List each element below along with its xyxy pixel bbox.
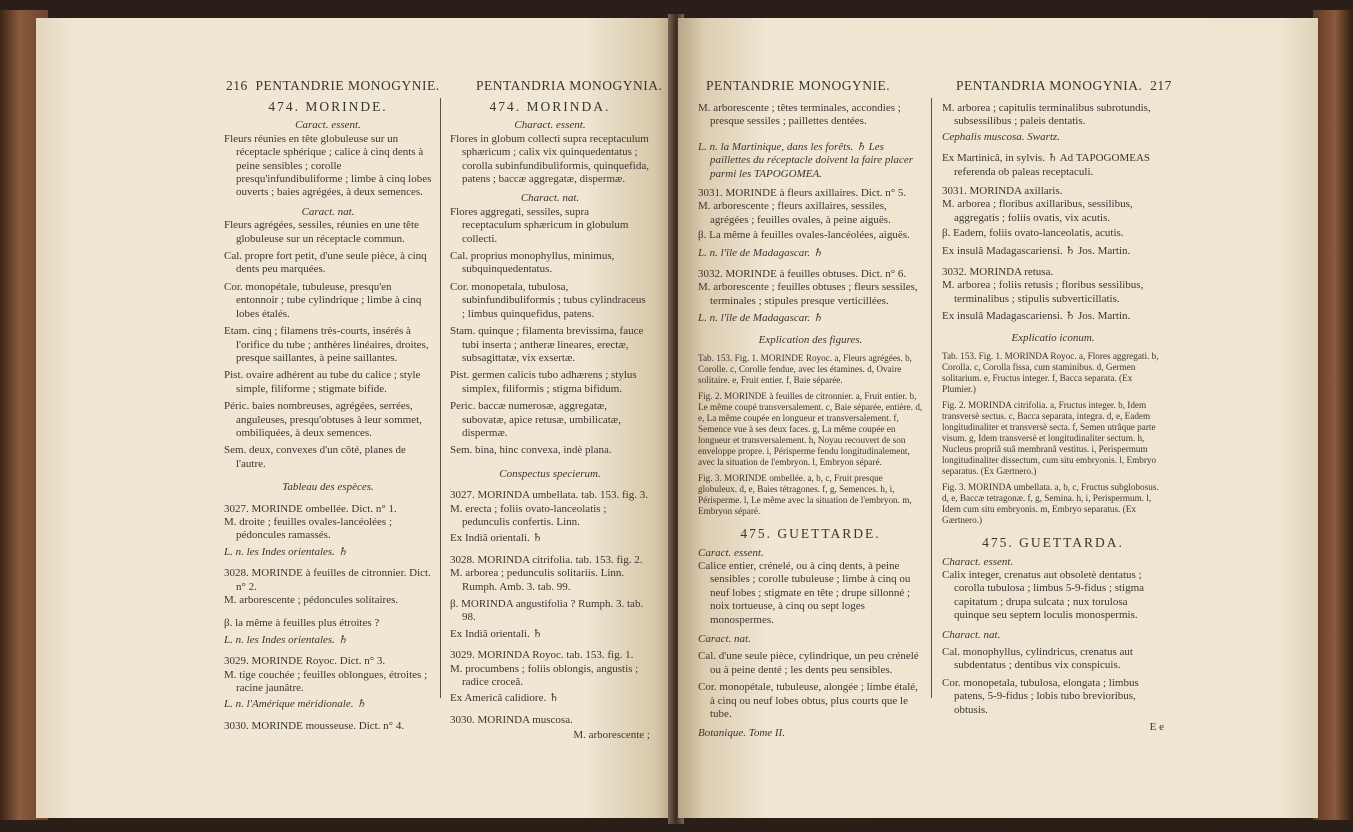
- species-name: MORINDE mousseuse. Dict. n° 4.: [251, 719, 405, 732]
- paragraph: Cal. proprius monophyllus, minimus, subquinquedentatus.: [450, 250, 615, 276]
- species-locality: Ex Indiâ orientali. ♄: [450, 627, 543, 640]
- section-heading: Conspectus specierum.: [499, 467, 601, 480]
- species-name: MORINDE à feuilles de citronnier. Dict. n° 2.: [236, 567, 431, 593]
- paragraph: Pist. ovaire adhérent au tube du calice ; style simple, filiforme ; stigmate bifide.: [224, 369, 421, 395]
- paragraph: Flores in globum collecti supra receptaculum sphæricum ; calix vix quinquedentatus ; corolla subinfundibuliformis, quinquefida, patens ; baccæ aggregatæ, dispermæ.: [450, 132, 649, 186]
- paragraph: Péric. baies nombreuses, agrégées, serrées, anguleuses, presqu'obtuses à leur sommet, ombiliquées, à deux semences.: [224, 400, 422, 439]
- paragraph: Cor. monopetala, tubulosa, elongata ; limbus patens, 5-9-fidus ; lobis tubo brevioribus, obtusis.: [942, 676, 1139, 716]
- species-description: M. tige couchée ; feuilles oblongues, étroites ; racine jaunâtre.: [224, 668, 428, 695]
- genus-title: 475. GUETTARDE.: [740, 526, 881, 542]
- species-locality: L. n. les Indes orientales. ♄: [224, 545, 348, 558]
- right-page: [678, 18, 1318, 818]
- right-cover-edge: [1313, 10, 1353, 820]
- species-name: MORINDA umbellata. tab. 153. fig. 3.: [477, 489, 648, 502]
- left-page: [36, 18, 674, 818]
- species-variety: β. MORINDA angustifolia ? Rumph. 3. tab. 98.: [450, 598, 644, 624]
- signature-mark: E e: [1149, 720, 1164, 733]
- section-heading: Explicatio iconum.: [1011, 331, 1095, 344]
- species-name: 3032. MORINDA retusa.: [942, 266, 1054, 279]
- species-variety: β. Eadem, foliis ovato-lanceolatis, acutis.: [942, 227, 1124, 240]
- catchword: M. arborescente ;: [573, 729, 650, 742]
- figure-explanation: Tab. 153. Fig. 1. MORINDE Royoc. a, Fleurs agrégées. b, Corolle. c, Corolle fendue, avec les étamines. d, Ovaire solitaire. e, Fruit entier. f, Baie séparée.: [698, 353, 912, 386]
- species-number: 3029.: [224, 655, 249, 668]
- latin-column: [942, 102, 1164, 734]
- column-divider: [440, 98, 441, 698]
- paragraph: M. arborescente ; têtes terminales, accondies ; presque sessiles ; paillettes dentées.: [698, 102, 901, 128]
- species-locality: Ex Indiâ orientali. ♄: [450, 532, 543, 545]
- species-locality: L. n. les Indes orientales. ♄: [224, 633, 348, 646]
- paragraph: Etam. cinq ; filamens très-courts, insérés à l'orifice du tube ; anthères linéaires, droites, presque saillantes, à peine saillantes.: [224, 325, 429, 364]
- species-name: 3031. MORINDA axillaris.: [942, 185, 1063, 198]
- species-number: 3030.: [224, 719, 249, 732]
- paragraph: Flores aggregati, sessiles, supra receptaculum sphæricum in globulum collecti.: [450, 205, 629, 245]
- paragraph: Calice entier, crénelé, ou à cinq dents, à peine sensibles ; corolle tubuleuse ; limbe à cinq ou neuf lobes ; stigmate en tête ; drupe sillonné ; noix tortueuse, à cinq ou sept loges monospermes.: [698, 559, 911, 626]
- paragraph: Fleurs réunies en tête globuleuse sur un réceptacle sphérique ; calice à cinq dents à peine sensibles ; corolle presqu'infundibuliforme ; limbe à cinq lobes ouverts ; baies agrégées, à deux semences.: [224, 132, 432, 199]
- species-name: 3032. MORINDE à feuilles obtuses. Dict. n° 6.: [698, 268, 907, 281]
- running-head-latin: PENTANDRIA MONOGYNIA.: [476, 78, 663, 93]
- species-variety: β. la même à feuilles plus étroites ?: [224, 617, 380, 630]
- species-name: MORINDA muscosa.: [477, 713, 573, 726]
- species-description: M. arborescente ; feuilles obtuses ; fleurs sessiles, terminales ; stipules presque verticillées.: [698, 281, 918, 307]
- species-description: M. arborescente ; pédoncules solitaires.: [224, 594, 399, 606]
- species-name: 3031. MORINDE à fleurs axillaires. Dict. n° 5.: [698, 187, 907, 200]
- running-head-french: PENTANDRIE MONOGYNIE.: [255, 78, 440, 93]
- species-number: 3029.: [450, 649, 475, 662]
- species-name: MORINDA Royoc. tab. 153. fig. 1.: [477, 649, 634, 662]
- column-divider: [931, 98, 932, 698]
- running-head-latin: PENTANDRIA MONOGYNIA.: [956, 78, 1143, 93]
- paragraph: Fleurs agrégées, sessiles, réunies en une tête globuleuse sur un réceptacle commun.: [224, 219, 419, 245]
- section-heading: Charact. nat.: [520, 192, 580, 205]
- section-heading: Caract. nat.: [698, 632, 751, 645]
- paragraph: Cal. monophyllus, cylindricus, crenatus aut subdentatus ; dentibus vix conspicuis.: [942, 645, 1133, 672]
- species-description: M. arborescente ; fleurs axillaires, sessiles, agrégées ; feuilles ovales, à peine aiguës.: [698, 200, 891, 226]
- figure-explanation: Fig. 3. MORINDA umbellata. a, b, c, Fructus subglobosus. d, e, Baccæ tetragonæ. f, g, Semina. h, i, Perispermum. l, Idem cum situ embryonis. m, Embryo separatus. (Ex Gærtnero.): [942, 482, 1159, 526]
- genus-title: 474. MORINDA.: [489, 99, 611, 114]
- section-heading: Tableau des espèces.: [282, 481, 374, 494]
- page-number: 217: [1150, 78, 1172, 93]
- section-heading: Charact. essent.: [514, 119, 586, 132]
- genus-title: 475. GUETTARDA.: [982, 535, 1124, 551]
- species-locality: L. n. l'île de Madagascar. ♄: [698, 246, 823, 259]
- species-number: 3030.: [450, 713, 475, 726]
- species-locality: Ex Americâ calidiore. ♄: [450, 692, 559, 705]
- species-name: MORINDE Royoc. Dict. n° 3.: [251, 655, 386, 668]
- paragraph: Cor. monopetala, tubulosa, subinfundibuliformis ; tubus cylindraceus ; limbus quinquefidus, patens.: [450, 280, 646, 320]
- species-number: 3028.: [450, 553, 475, 566]
- french-column: [698, 102, 923, 741]
- section-heading: Charact. nat.: [942, 628, 1001, 641]
- latin-column: [450, 100, 650, 743]
- species-locality: L. n. l'Amérique méridionale. ♄: [224, 698, 367, 711]
- species-locality: L. n. la Martinique, dans les forêts. ♄ Les paillettes du réceptacle doivent la faire placer parmi les TAPOGOMEA.: [698, 140, 914, 180]
- species-description: M. arborea ; pedunculis solitariis. Linn. Rumph. Amb. 3. tab. 99.: [450, 567, 625, 593]
- paragraph: Calix integer, crenatus aut obsoletè dentatus ; corolla tubulosa ; limbus 5-9-fidus ; stigma capitatum ; drupa sulcata ; nux torulosa quinque seu septem loculis monospermis.: [942, 568, 1145, 622]
- running-head-french: PENTANDRIE MONOGYNIE.: [706, 78, 891, 93]
- paragraph: Cor. monopétale, tubuleuse, alongée ; limbe étalé, à cinq ou neuf lobes obtus, plus courts que le tube.: [698, 681, 918, 720]
- species-description: M. droite ; feuilles ovales-lancéolées ; pédoncules ramassés.: [224, 515, 392, 542]
- left-page-header: [226, 78, 440, 94]
- species-variety: β. La même à feuilles ovales-lancéolées, aiguës.: [698, 229, 910, 242]
- paragraph: Sem. bina, hinc convexa, indè plana.: [450, 444, 612, 457]
- paragraph: Cal. propre fort petit, d'une seule pièce, à cinq dents peu marquées.: [224, 250, 427, 276]
- species-locality: Ex insulâ Madagascariensi. ♄ Jos. Martin.: [942, 310, 1131, 323]
- genus-title: 474. MORINDE.: [268, 99, 388, 114]
- species-locality: L. n. l'île de Madagascar. ♄: [698, 312, 823, 325]
- species-locality: Ex insulâ Madagascariensi. ♄ Jos. Martin.: [942, 244, 1131, 257]
- paragraph: Peric. baccæ numerosæ, aggregatæ, subovatæ, apice retusæ, umbilicatæ, dispermæ.: [450, 400, 621, 439]
- figure-explanation: Fig. 3. MORINDE ombellée. a, b, c, Fruit presque globuleux. d, e, Baies tétragones. f, g, Semences. h, i, Périsperme. l, Le même avec la situation de l'embryon. m, Embryon séparé.: [698, 473, 912, 517]
- species-number: 3028.: [224, 567, 249, 580]
- page-number: 216: [226, 78, 248, 93]
- section-heading: Charact. essent.: [942, 555, 1014, 568]
- species-description: M. arborea ; foliis retusis ; floribus sessilibus, terminalibus ; stipulis subverticillatis.: [942, 279, 1144, 305]
- species-number: 3027.: [450, 489, 475, 502]
- figure-explanation: Tab. 153. Fig. 1. MORINDA Royoc. a, Flores aggregati. b, Corolla. c, Corolla fissa, cum staminibus. d, Germen solitarium. e, Fructus integer. f, Bacca separata. (Ex Plumier.): [942, 351, 1159, 395]
- paragraph: Cor. monopétale, tubuleuse, presqu'en entonnoir ; tube cylindrique ; limbe à cinq lobes étalés.: [224, 280, 422, 320]
- figure-explanation: Fig. 2. MORINDE à feuilles de citronnier. a, Fruit entier. b, Le même coupé transversalement. c, Baie séparée, entière. d, e, La même coupée en longueur et transversalement. f, Semence vue à ses deux faces. g, La même coupée en longueur et transversalement. h, Noyau recouvert de son enveloppe propre. i, Périsperme fendu longitudinalement, avec la situation de l'embryon. l, Embryon séparé.: [698, 391, 923, 468]
- species-description: M. arborea ; floribus axillaribus, sessilibus, aggregatis ; foliis ovatis, vix acutis.: [942, 198, 1133, 224]
- synonym: Cephalis muscosa. Swartz.: [942, 130, 1060, 143]
- species-name: MORINDE ombellée. Dict. n° 1.: [251, 502, 397, 515]
- right-page-header: [956, 78, 1172, 94]
- paragraph: Cal. d'une seule pièce, cylindrique, un peu crénelé ou à peine denté ; les dents peu sensibles.: [698, 650, 919, 676]
- species-description: M. procumbens ; foliis oblongis, angustis ; radice croceâ.: [450, 662, 639, 689]
- figure-explanation: Fig. 2. MORINDA citrifolia. a, Fructus integer. b, Idem transversè sectus. c, Bacca separata, integra. d, e, Eadem longitudinaliter et transversè secta. f, Semen utrâque parte visum. g, Idem transversè et longitudinaliter sectum. h, Nucleus propriâ suâ membranâ vestitus. i, Perispermum longitudinaliter dissectum, cum situ embryonis. l, Embryo separatus. (Ex Gærtnero.): [942, 400, 1157, 477]
- paragraph: Stam. quinque ; filamenta brevissima, fauce tubi inserta ; antheræ lineares, erectæ, subsagittatæ, vix exsertæ.: [450, 325, 644, 364]
- species-number: 3027.: [224, 502, 249, 515]
- paragraph: Sem. deux, convexes d'un côté, planes de l'autre.: [224, 444, 406, 470]
- section-heading: Explication des figures.: [758, 333, 863, 346]
- species-description: M. erecta ; foliis ovato-lanceolatis ; pedunculis confertis. Linn.: [450, 502, 607, 528]
- paragraph: Pist. germen calicis tubo adhærens ; stylus simplex, filiformis ; stigma bifidum.: [450, 369, 637, 395]
- french-column: [224, 100, 432, 733]
- paragraph: M. arborea ; capitulis terminalibus subrotundis, subsessilibus ; paleis dentatis.: [942, 102, 1151, 128]
- section-heading: Caract. essent.: [698, 546, 764, 559]
- species-name: MORINDA citrifolia. tab. 153. fig. 2.: [477, 553, 643, 566]
- species-locality: Ex Martinicâ, in sylvis. ♄ Ad TAPOGOMEAS referenda ob paleas receptaculi.: [942, 152, 1151, 178]
- section-heading: Caract. nat.: [301, 205, 355, 218]
- page-footer: Botanique. Tome II.: [698, 727, 785, 740]
- section-heading: Caract. essent.: [295, 119, 361, 132]
